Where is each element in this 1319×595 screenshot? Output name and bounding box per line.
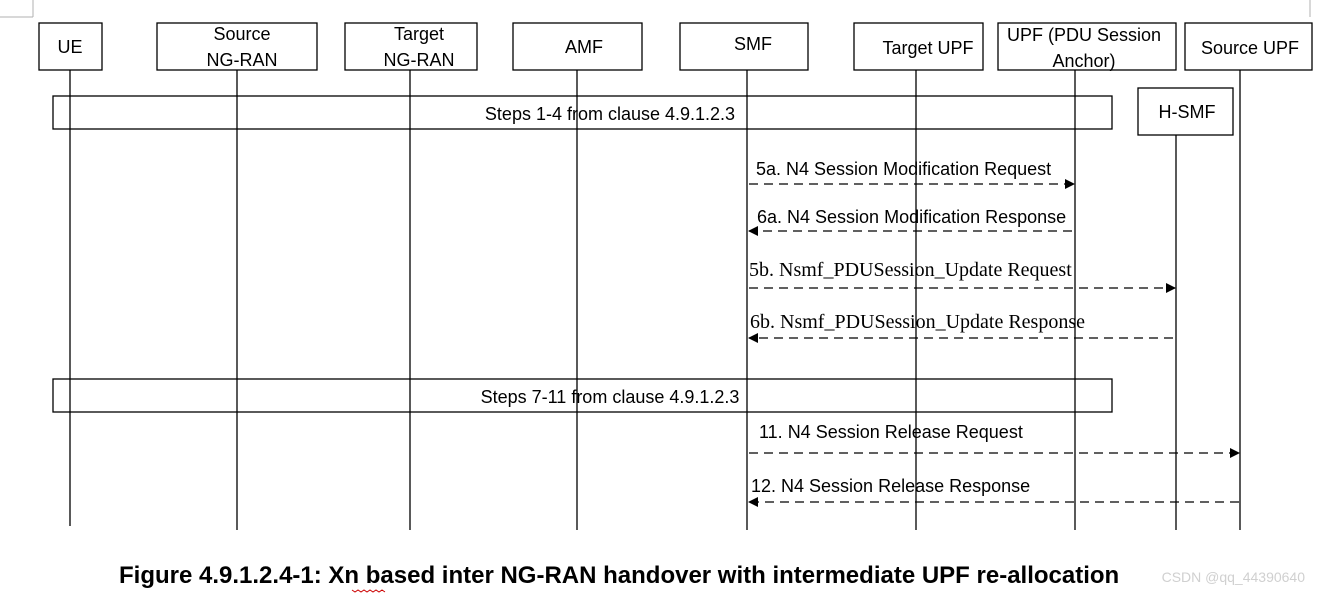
figure-caption: Figure 4.9.1.2.4-1: Xn based inter NG-RAN handover with intermediate UPF re-allocation: [119, 562, 1120, 589]
svg-text:12. N4 Session Release Respons: 12. N4 Session Release Response: [751, 476, 1031, 496]
message-5a: [749, 159, 1074, 184]
entity-upf-psa: [998, 23, 1176, 71]
svg-text:Source UPF: Source UPF: [1200, 38, 1300, 58]
entity-h-smf: [1138, 88, 1233, 135]
svg-text:NG-RAN: NG-RAN: [206, 50, 278, 70]
entity-smf: [680, 23, 808, 70]
svg-text:5a. N4 Session Modification Re: 5a. N4 Session Modification Request: [756, 159, 1052, 179]
svg-text:Steps 7-11 from clause 4.9.1.2: Steps 7-11 from clause 4.9.1.2.3: [480, 387, 740, 407]
steps-7-11-box: [53, 379, 1112, 412]
watermark: CSDN @qq_44390640: [1161, 569, 1305, 585]
svg-text:5b. Nsmf_PDUSession_Update Req: 5b. Nsmf_PDUSession_Update Request: [749, 259, 1072, 281]
entity-amf: [513, 23, 642, 70]
svg-text:SMF: SMF: [734, 34, 772, 54]
svg-text:NG-RAN: NG-RAN: [383, 50, 455, 70]
svg-text:UPF (PDU Session: UPF (PDU Session: [1006, 25, 1162, 45]
message-6b: [749, 311, 1173, 338]
svg-text:Target: Target: [393, 24, 445, 44]
steps-1-4-box: [53, 96, 1112, 129]
message-11: [749, 422, 1239, 453]
entity-target-upf: [854, 23, 983, 70]
svg-text:UE: UE: [57, 37, 83, 57]
entity-source-ngran: [157, 23, 317, 70]
spellcheck-squiggle: [352, 590, 385, 592]
svg-text:6a. N4 Session Modification Re: 6a. N4 Session Modification Response: [757, 207, 1067, 227]
entity-ue: [39, 23, 102, 70]
svg-text:6b. Nsmf_PDUSession_Update Res: 6b. Nsmf_PDUSession_Update Response: [750, 311, 1085, 333]
svg-text:Target UPF: Target UPF: [882, 38, 974, 58]
svg-text:Steps 1-4 from clause 4.9.1.2.: Steps 1-4 from clause 4.9.1.2.3: [484, 104, 736, 124]
message-6a: [749, 207, 1072, 231]
entity-target-ngran: [345, 23, 477, 70]
svg-text:H-SMF: H-SMF: [1158, 102, 1216, 122]
svg-text:Source: Source: [213, 24, 271, 44]
svg-text:Anchor): Anchor): [1052, 51, 1116, 71]
entity-source-upf: [1185, 23, 1312, 70]
message-12: [749, 476, 1239, 502]
svg-text:AMF: AMF: [565, 37, 603, 57]
svg-text:11. N4 Session Release Request: 11. N4 Session Release Request: [759, 422, 1023, 442]
message-5b: [749, 259, 1175, 288]
